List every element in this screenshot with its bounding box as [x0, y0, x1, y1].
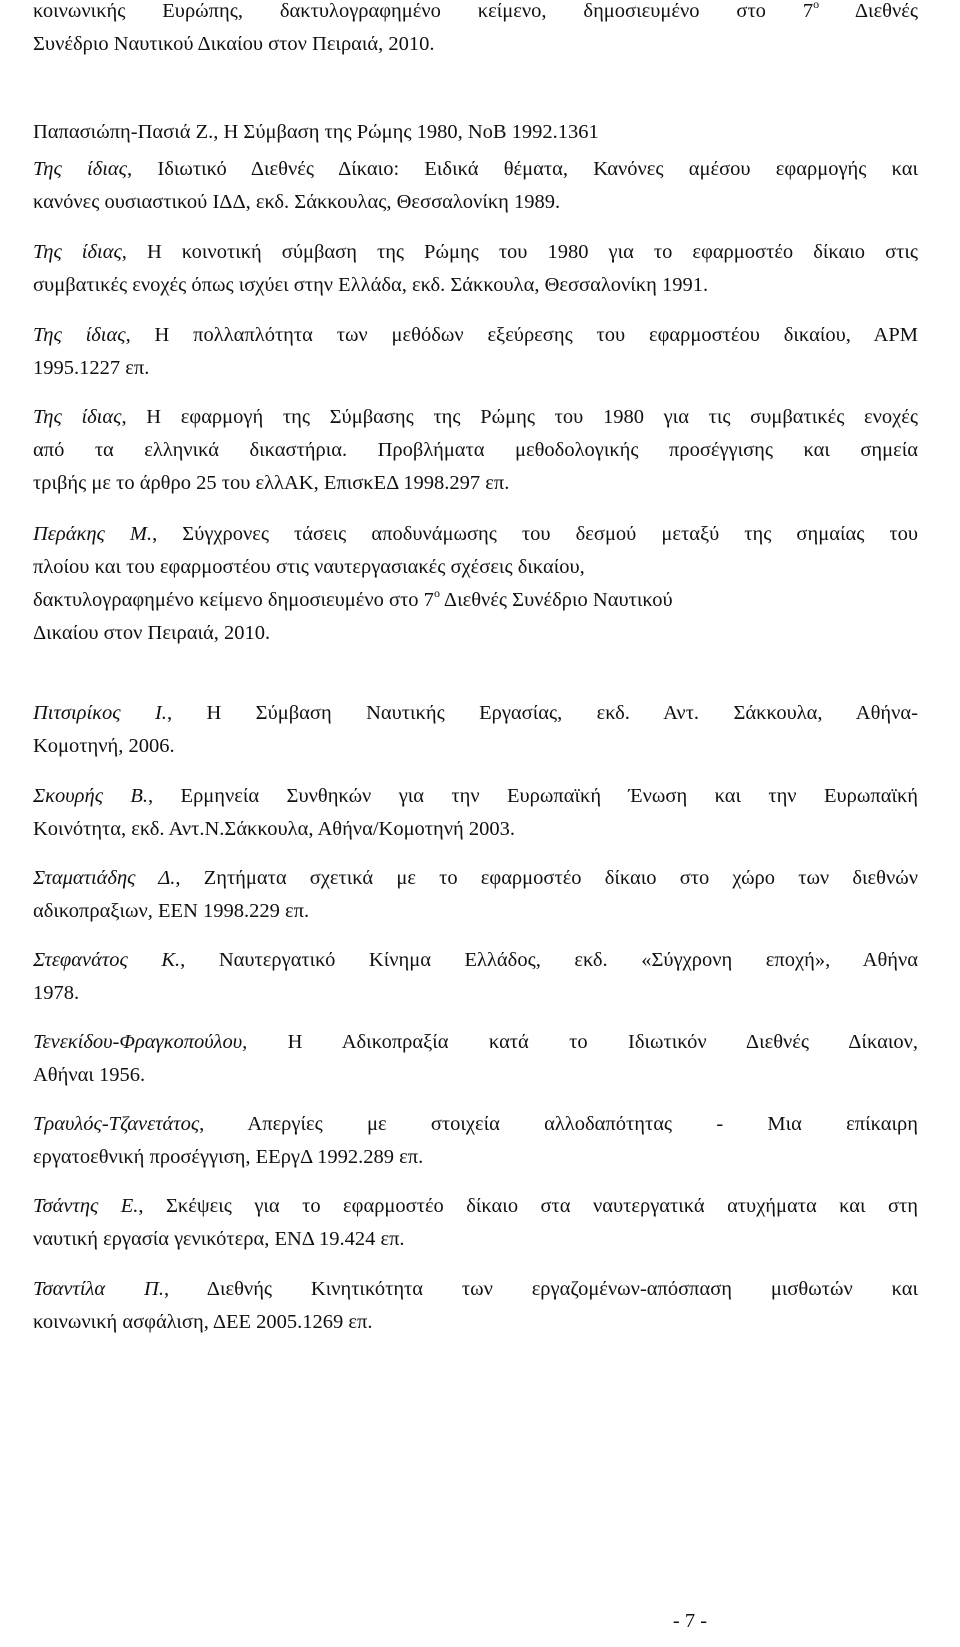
reference-text: , Η Σύμβαση Ναυτικής Εργασίας, εκδ. Αντ. Σάκκουλα, Αθήνα-	[166, 702, 918, 724]
reference-line	[33, 584, 918, 617]
reference-line: συμβατικές ενοχές όπως ισχύει στην Ελλάδα, εκδ. Σάκκουλα, Θεσσαλονίκη 1991.	[33, 274, 709, 296]
reference-line: 1978.	[33, 982, 80, 1004]
reference-entry	[33, 518, 918, 650]
reference-entry	[33, 0, 918, 61]
reference-line: κοινωνική ασφάλιση, ΔΕΕ 2005.1269 επ.	[33, 1311, 373, 1333]
reference-line: πλοίου και του εφαρμοστέου στις ναυτεργασιακές σχέσεις δικαίου,	[33, 556, 585, 578]
reference-line	[33, 0, 918, 28]
reference-text: , Απεργίες με στοιχεία αλλοδαπότητας - Μια επίκαιρη	[199, 1113, 918, 1135]
reference-text: Διεθνές	[819, 0, 918, 22]
reference-author: Τραυλός-Τζανετάτος	[33, 1113, 200, 1135]
reference-entry	[33, 236, 918, 302]
reference-line: κανόνες ουσιαστικού ΙΔΔ, εκδ. Σάκκουλας, Θεσσαλονίκη 1989.	[33, 191, 561, 213]
reference-entry	[33, 153, 918, 219]
reference-author: Της ίδιας	[33, 158, 127, 180]
superscript: ο	[813, 0, 820, 11]
reference-entry	[33, 401, 918, 500]
reference-author: Σταματιάδης Δ.	[33, 867, 176, 889]
reference-author: Της ίδιας	[33, 406, 122, 428]
reference-author: Της ίδιας	[33, 324, 126, 346]
reference-entry	[33, 1026, 918, 1092]
reference-entry	[33, 319, 918, 385]
reference-text: , Διεθνής Κινητικότητα των εργαζομένων-απόσπαση μισθωτών και	[163, 1278, 918, 1300]
reference-author: Τσαντίλα Π.	[33, 1278, 164, 1300]
reference-text: , Η εφαρμογή της Σύμβασης της Ρώμης του 1980 για τις συμβατικές ενοχές	[121, 406, 918, 428]
reference-author: Τσάντης Ε.	[33, 1195, 139, 1217]
reference-entry	[33, 1108, 918, 1174]
reference-author: Στεφανάτος Κ.	[33, 949, 181, 971]
reference-line: αδικοπραξιων, ΕΕΝ 1998.229 επ.	[33, 900, 310, 922]
reference-entry	[33, 862, 918, 928]
reference-text: Παπασιώπη-Πασιά Ζ., Η Σύμβαση της Ρώμης 1980, ΝοΒ 1992.1361	[33, 121, 599, 143]
reference-line: Αθήναι 1956.	[33, 1064, 146, 1086]
reference-line: εργατοεθνική προσέγγιση, ΕΕργΔ 1992.289 επ.	[33, 1146, 424, 1168]
reference-line: Συνέδριο Ναυτικού Δικαίου στον Πειραιά, 2010.	[33, 33, 435, 55]
reference-text: , Η πολλαπλότητα των μεθόδων εξεύρεσης του εφαρμοστέου δικαίου, ΑΡΜ	[125, 324, 918, 346]
reference-line: ναυτική εργασία γενικότερα, ΕΝΔ 19.424 επ.	[33, 1228, 405, 1250]
reference-text: , Η κοινοτική σύμβαση της Ρώμης του 1980 για το εφαρμοστέο δίκαιο στις	[121, 241, 918, 263]
reference-text: Η Αδικοπραξία κατά το Ιδιωτικόν Διεθνές Δίκαιον,	[247, 1031, 918, 1053]
reference-entry	[33, 780, 918, 846]
page-number: - 7 -	[672, 1610, 708, 1632]
reference-text: κοινωνικής Ευρώπης, δακτυλογραφημένο κείμενο, δημοσιευμένο στο 7	[33, 0, 814, 22]
superscript: ο	[433, 586, 440, 600]
reference-author: Περάκης Μ.	[33, 523, 153, 545]
reference-text: , Ζητήματα σχετικά με το εφαρμοστέο δίκαιο στο χώρο των διεθνών	[175, 867, 919, 889]
reference-line: τριβής με το άρθρο 25 του ελλΑΚ, ΕπισκΕΔ 1998.297 επ.	[33, 472, 510, 494]
reference-line: Κομοτηνή, 2006.	[33, 735, 175, 757]
reference-author: Πιτσιρίκος Ι.	[33, 702, 167, 724]
reference-line: Κοινότητα, εκδ. Αντ.Ν.Σάκκουλα, Αθήνα/Κομοτηνή 2003.	[33, 818, 516, 840]
reference-line: Δικαίου στον Πειραιά, 2010.	[33, 622, 271, 644]
reference-text: , Ιδιωτικό Διεθνές Δίκαιο: Ειδικά θέματα, Κανόνες αμέσου εφαρμογής και	[127, 158, 918, 180]
reference-entry	[33, 944, 918, 1010]
reference-line: 1995.1227 επ.	[33, 357, 150, 379]
reference-text: Διεθνές Συνέδριο Ναυτικού	[439, 589, 673, 611]
page-footer	[0, 1610, 960, 1633]
reference-entry	[33, 697, 918, 763]
reference-text: , Ερμηνεία Συνθηκών για την Ευρωπαϊκή Ένωση και την Ευρωπαϊκή	[148, 785, 919, 807]
reference-author: Σκουρής Β.	[33, 785, 149, 807]
reference-line: από τα ελληνικά δικαστήρια. Προβλήματα μεθοδολογικής προσέγγισης και σημεία	[33, 439, 918, 461]
reference-entry	[33, 116, 918, 149]
reference-author: Της ίδιας	[33, 241, 122, 263]
reference-text: , Ναυτεργατικό Κίνημα Ελλάδος, εκδ. «Σύγχρονη εποχή», Αθήνα	[180, 949, 919, 971]
reference-author: Τενεκίδου-Φραγκοπούλου,	[33, 1031, 248, 1053]
reference-entry	[33, 1190, 918, 1256]
reference-text: δακτυλογραφημένο κείμενο δημοσιευμένο στο 7	[33, 589, 434, 611]
reference-entry	[33, 1273, 918, 1339]
reference-text: , Σκέψεις για το εφαρμοστέο δίκαιο στα ναυτεργατικά ατυχήματα και στη	[138, 1195, 918, 1217]
reference-text: , Σύγχρονες τάσεις αποδυνάμωσης του δεσμού μεταξύ της σημαίας του	[152, 523, 919, 545]
